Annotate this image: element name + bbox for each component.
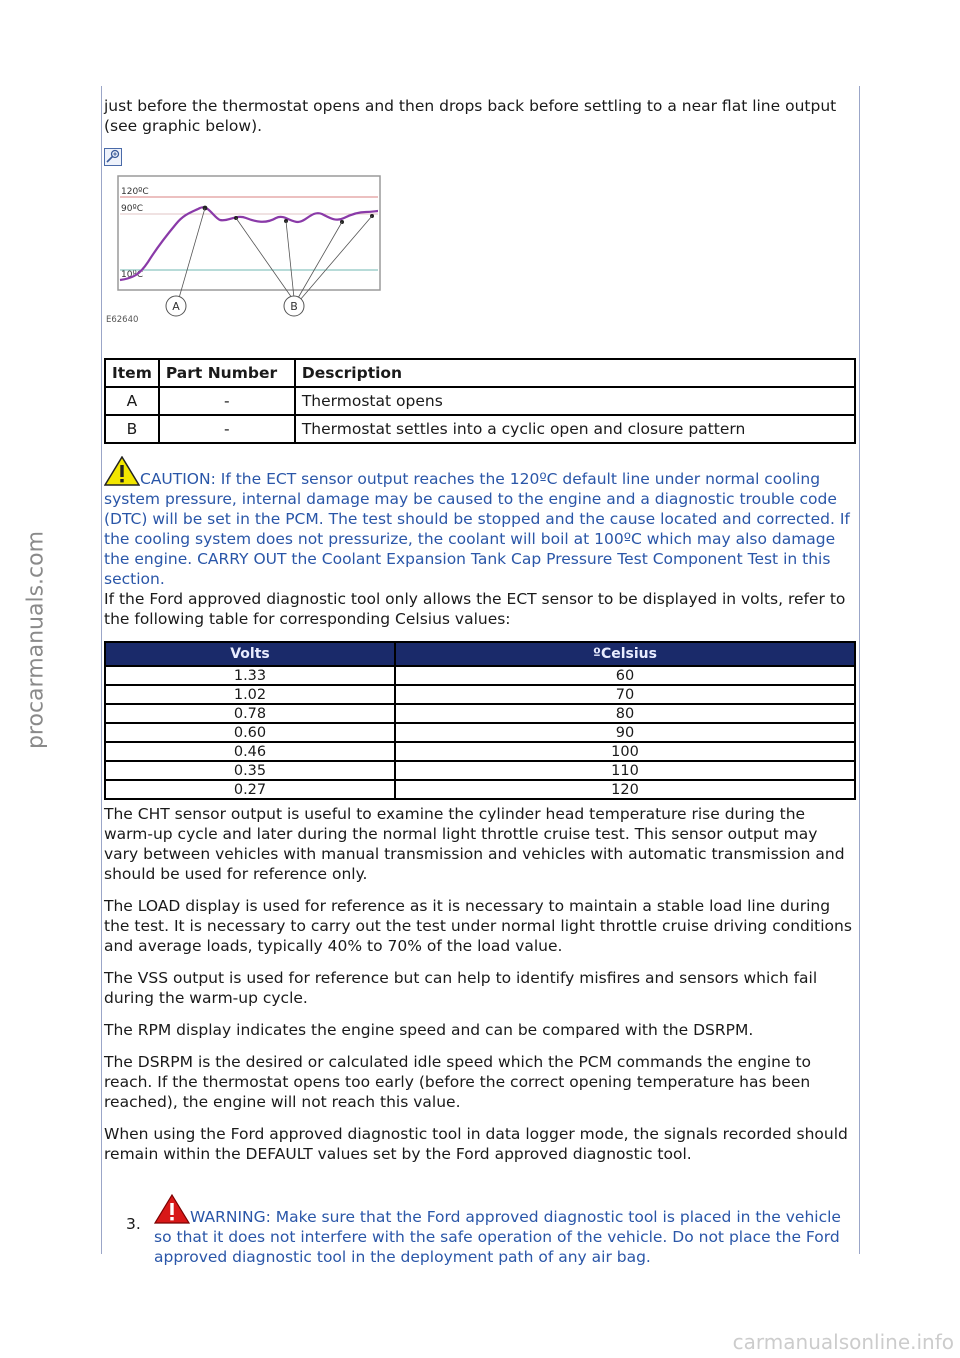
description-cell: Thermostat opens <box>295 387 855 415</box>
part-number-cell: - <box>159 415 295 443</box>
footer-watermark: carmanualsonline.info <box>732 1330 954 1354</box>
dsrpm-paragraph: The DSRPM is the desired or calculated idle speed which the PCM commands the engine to reach. If the thermostat opens too early (before the correct opening temperature has been reached), the engine will not reach this value. <box>104 1053 812 1111</box>
celsius-cell: 60 <box>395 666 855 685</box>
caution-block <box>104 456 856 589</box>
volts-intro: If the Ford approved diagnostic tool only allows the ECT sensor to be displayed in volts, refer to the following table for corresponding Celsius values: <box>104 590 846 628</box>
col-celsius: ºCelsius <box>395 642 855 666</box>
step-number: 3. <box>126 1215 141 1233</box>
rpm-paragraph: The RPM display indicates the engine speed and can be compared with the DSRPM. <box>104 1021 754 1039</box>
col-volts: Volts <box>105 642 395 666</box>
side-watermark: procarmanuals.com <box>23 530 49 750</box>
volts-cell: 0.60 <box>105 723 395 742</box>
warning-icon <box>154 1194 190 1224</box>
part-number-cell: - <box>159 387 295 415</box>
item-cell: B <box>105 415 159 443</box>
label-120: 120ºC <box>121 187 149 197</box>
callout-b: B <box>290 300 298 313</box>
volts-cell: 0.35 <box>105 761 395 780</box>
volts-table <box>104 641 856 800</box>
celsius-cell: 70 <box>395 685 855 704</box>
right-frame-line <box>859 86 860 1254</box>
volts-cell: 1.02 <box>105 685 395 704</box>
callout-a: A <box>172 300 180 313</box>
table-row <box>105 387 855 415</box>
caution-icon <box>104 456 140 486</box>
label-10: 10ºC <box>121 270 143 280</box>
col-item: Item <box>105 359 159 387</box>
data-logger-paragraph: When using the Ford approved diagnostic tool in data logger mode, the signals recorded should remain within the DEFAULT values set by the Ford approved diagnostic tool. <box>104 1125 848 1163</box>
volts-cell: 0.78 <box>105 704 395 723</box>
description-cell: Thermostat settles into a cyclic open and closure pattern <box>295 415 855 443</box>
volts-cell: 1.33 <box>105 666 395 685</box>
celsius-cell: 90 <box>395 723 855 742</box>
table-row <box>105 780 855 799</box>
table-row <box>105 723 855 742</box>
cht-paragraph: The CHT sensor output is useful to examine the cylinder head temperature rise during the warm-up cycle and later during the normal light throttle cruise test. This sensor output may vary between vehicles with manual transmission and vehicles with automatic transmission and should be used for reference only. <box>104 805 845 883</box>
load-paragraph: The LOAD display is used for reference as it is necessary to maintain a stable load line during the test. It is necessary to carry out the test under normal light throttle cruise driving conditions and average loads, typically 40% to 70% of the load value. <box>104 897 852 955</box>
intro-paragraph: just before the thermostat opens and then drops back before settling to a near flat line output (see graphic below). <box>104 97 837 135</box>
warning-text: WARNING: Make sure that the Ford approved diagnostic tool is placed in the vehicle so that it does not interfere with the safe operation of the vehicle. Do not place the Ford approved diagnostic tool in the deployment path of any air bag. <box>154 1208 841 1266</box>
thermostat-graphic <box>104 174 394 342</box>
thermostat-graph <box>104 174 394 342</box>
label-90: 90ºC <box>121 204 143 214</box>
col-part-number: Part Number <box>159 359 295 387</box>
page-content <box>104 96 856 1267</box>
col-description: Description <box>295 359 855 387</box>
table-row <box>105 666 855 685</box>
table-row <box>105 704 855 723</box>
volts-cell: 0.27 <box>105 780 395 799</box>
table-row <box>105 761 855 780</box>
celsius-cell: 80 <box>395 704 855 723</box>
caution-text: CAUTION: If the ECT sensor output reaches the 120ºC default line under normal cooling system pressure, internal damage may be caused to the engine and a diagnostic trouble code (DTC) will be set in the PCM. The test should be stopped and the cause located and corrected. If the cooling system does not pressurize, the coolant will boil at 100ºC which may also damage the engine. CARRY OUT the Coolant Expansion Tank Cap Pressure Test Component Test in this section. <box>104 470 850 588</box>
left-frame-line <box>101 86 102 1254</box>
volts-header-row <box>105 642 855 666</box>
celsius-cell: 120 <box>395 780 855 799</box>
items-table <box>104 358 856 444</box>
table-row <box>105 685 855 704</box>
table-row <box>105 415 855 443</box>
items-header-row <box>105 359 855 387</box>
warning-step <box>104 1194 856 1267</box>
table-row <box>105 742 855 761</box>
volts-cell: 0.46 <box>105 742 395 761</box>
zoom-icon[interactable] <box>104 148 122 166</box>
figure-code: E62640 <box>106 315 139 325</box>
celsius-cell: 110 <box>395 761 855 780</box>
item-cell: A <box>105 387 159 415</box>
celsius-cell: 100 <box>395 742 855 761</box>
vss-paragraph: The VSS output is used for reference but can help to identify misfires and sensors which fail during the warm-up cycle. <box>104 969 818 1007</box>
